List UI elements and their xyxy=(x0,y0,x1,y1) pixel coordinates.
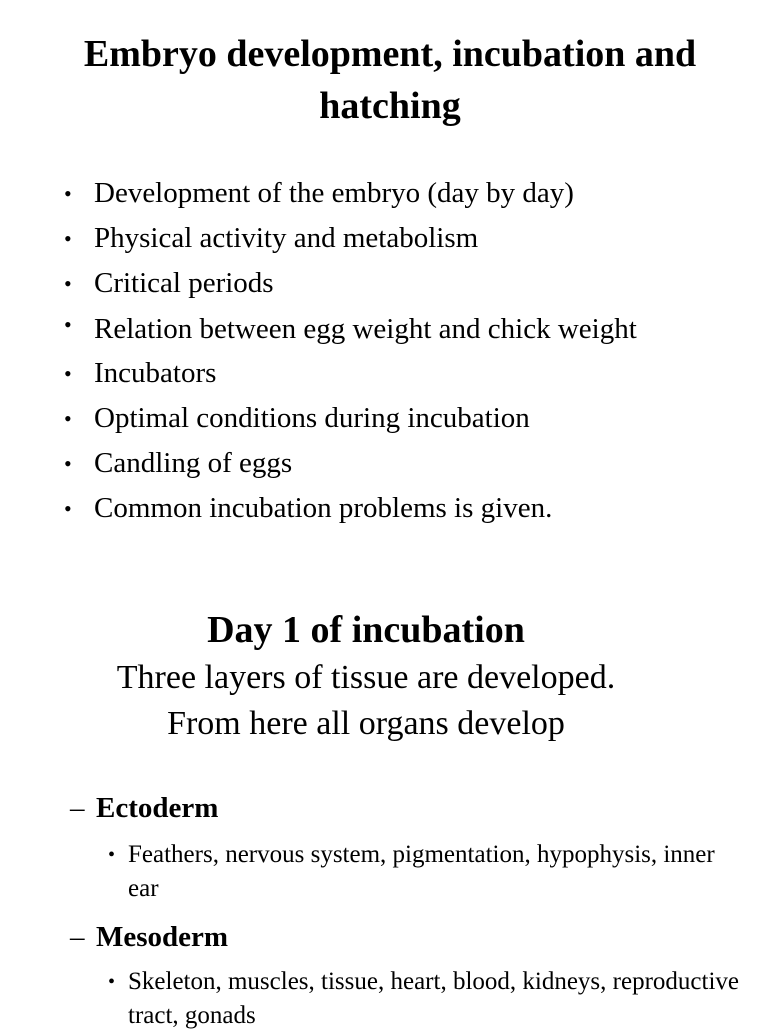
bullet-text: Optimal conditions during incubation xyxy=(94,402,530,434)
dash-icon: – xyxy=(70,921,85,953)
layer-detail-text: Skeleton, muscles, tissue, heart, blood, kidneys, reproductive tract, gonads xyxy=(128,968,739,1029)
bullet-text: Critical periods xyxy=(94,267,274,299)
dash-icon: – xyxy=(70,792,85,824)
bullet-icon: • xyxy=(64,496,72,521)
layer-name: Ectoderm xyxy=(96,792,219,824)
subtitle-line: Three layers of tissue are developed. xyxy=(116,659,616,696)
bullet-text: Relation between egg weight and chick weight xyxy=(94,313,637,345)
layer-name: Mesoderm xyxy=(96,921,229,953)
bullet-icon: • xyxy=(64,312,72,337)
layer-heading-ectoderm xyxy=(70,788,218,828)
day-subtitle xyxy=(0,655,732,747)
sub-bullet-icon: • xyxy=(108,971,116,993)
bullet-text: Common incubation problems is given. xyxy=(94,492,553,524)
subtitle-line: From here all organs develop xyxy=(167,705,565,742)
bullet-icon: • xyxy=(64,181,72,206)
bullet-text: Incubators xyxy=(94,357,217,389)
sub-bullet-icon: • xyxy=(108,844,116,866)
layer-detail-ectoderm xyxy=(108,838,748,906)
bullet-item xyxy=(0,306,768,351)
bullet-item xyxy=(0,216,768,261)
slide-title: Embryo development, incubation and hatching xyxy=(83,33,697,127)
bullet-text: Physical activity and metabolism xyxy=(94,222,479,254)
bullet-item xyxy=(0,171,768,216)
bullet-item xyxy=(0,261,768,306)
day-title: Day 1 of incubation xyxy=(207,609,525,651)
bullet-icon: • xyxy=(64,451,72,476)
layer-detail-text: Feathers, nervous system, pigmentation, hypophysis, inner ear xyxy=(128,841,715,902)
layer-detail-mesoderm xyxy=(108,965,748,1033)
bullet-icon: • xyxy=(64,271,72,296)
bullet-icon: • xyxy=(64,406,72,431)
bullet-item xyxy=(0,441,768,486)
bullet-text: Development of the embryo (day by day) xyxy=(94,177,574,209)
bullet-item xyxy=(0,351,768,396)
topic-bullet-list xyxy=(0,171,768,531)
bullet-icon: • xyxy=(64,361,72,386)
layer-heading-mesoderm xyxy=(70,917,228,957)
bullet-text: Candling of eggs xyxy=(94,447,293,479)
bullet-item xyxy=(0,396,768,441)
bullet-icon: • xyxy=(64,226,72,251)
bullet-item xyxy=(0,486,768,531)
